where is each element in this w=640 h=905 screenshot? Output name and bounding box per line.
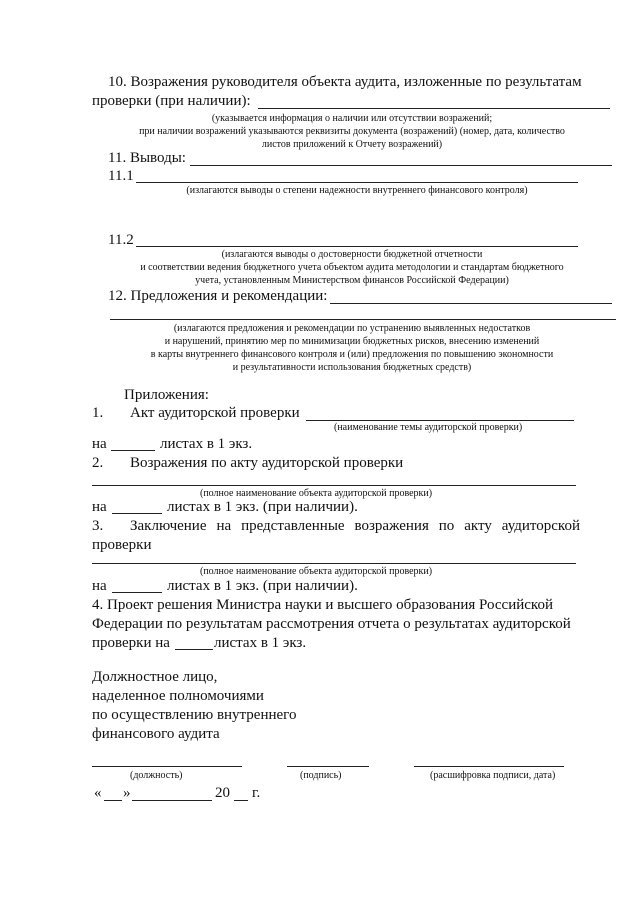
a3-sheets-blank [112, 592, 162, 593]
position-line [92, 766, 242, 767]
s10-note1: (указывается информация о наличии или отсутствии возражений; [211, 113, 493, 124]
s11-p1-note: (излагаются выводы о степени надежности внутреннего финансового контроля) [186, 185, 528, 196]
s11-p2-note1: (излагаются выводы о достоверности бюджетной отчетности [221, 249, 483, 260]
s11-title: 11. Выводы: [108, 150, 186, 166]
a1-fill-line [306, 420, 574, 421]
decode-line [414, 766, 564, 767]
a1-text: Акт аудиторской проверки [130, 405, 300, 421]
a3-word: возражения [354, 518, 429, 534]
official-line4: финансового аудита [92, 726, 220, 742]
a4-line1: 4. Проект решения Министра науки и высшего образования Российской [92, 597, 553, 613]
s12-fill-line [330, 303, 612, 304]
a4-sheets-blank [175, 649, 213, 650]
s11-p2-fill-line [136, 246, 578, 247]
a2-sheets-post: листах в 1 экз. (при наличии). [167, 499, 358, 515]
s12-note2: и нарушений, принятию мер по минимизации бюджетных рисков, внесению изменений [164, 336, 540, 347]
a1-sheets-blank [111, 450, 155, 451]
position-caption: (должность) [130, 770, 183, 781]
s11-p1-fill-line [136, 182, 578, 183]
a3-note: (полное наименование объекта аудиторской проверки) [200, 566, 433, 577]
s10-note3: листов приложений к Отчету возражений) [261, 139, 443, 150]
a2-sheets-blank [112, 513, 162, 514]
official-line2: наделенное полномочиями [92, 688, 264, 704]
date-year-blank [234, 800, 248, 801]
s11-fill-line [190, 165, 612, 166]
a2-num: 2. [92, 455, 104, 471]
s12-title: 12. Предложения и рекомендации: [108, 288, 328, 304]
a3-word: на [216, 518, 232, 534]
s12-note4: и результативности использования бюджетных средств) [232, 362, 472, 373]
a1-num: 1. [92, 405, 104, 421]
a3-word: представленные [241, 518, 345, 534]
date-month-blank [132, 800, 212, 801]
a4-line3-post: листах в 1 экз. [214, 635, 307, 651]
s12-note3: в карты внутреннего финансового контроля и (или) предложения по повышению экономности [150, 349, 554, 360]
s10-note2: при наличии возражений указываются реквизиты документа (возражений) (номер, дата, количество [139, 126, 565, 137]
s10-fill-line [258, 108, 610, 109]
sign-line [287, 766, 369, 767]
s11-p1-label: 11.1 [108, 168, 134, 184]
a3-sheets-pre: на [92, 578, 107, 594]
date-open-quote: « [94, 785, 102, 801]
s11-p2-note3: учета, установленным Министерством финансов Российской Федерации) [195, 275, 509, 286]
a3-sheets-post: листах в 1 экз. (при наличии). [167, 578, 358, 594]
a2-sheets-pre: на [92, 499, 107, 515]
decode-caption: (расшифровка подписи, дата) [430, 770, 556, 781]
a2-fill-line [92, 485, 576, 486]
a1-sheets-post: листах в 1 экз. [160, 436, 253, 452]
a1-sheets-pre: на [92, 436, 107, 452]
a3-word: Заключение [130, 518, 207, 534]
a1-note: (наименование темы аудиторской проверки) [334, 422, 523, 433]
s10-line1: 10. Возражения руководителя объекта аудита, изложенные по результатам [108, 74, 582, 90]
s11-p2-label: 11.2 [108, 232, 134, 248]
a3-word: аудиторской [501, 518, 580, 534]
date-year-prefix: 20 [215, 785, 230, 801]
a3-fill-line [92, 563, 576, 564]
a2-text: Возражения по акту аудиторской проверки [130, 455, 404, 471]
official-line1: Должностное лицо, [92, 669, 218, 685]
s11-p2-note2: и соответствии ведения бюджетного учета объектом аудита методологии и стандартам бюджетного [140, 262, 564, 273]
s12-fill-line-2 [110, 319, 616, 320]
a4-line3-pre: проверки на [92, 635, 170, 651]
date-day-blank [104, 800, 122, 801]
a3-line1 [130, 518, 580, 535]
a3-num: 3. [92, 518, 104, 534]
date-year-suffix: г. [252, 785, 261, 801]
s12-note1: (излагаются предложения и рекомендации по устранению выявленных недостатков [173, 323, 531, 334]
sign-caption: (подпись) [300, 770, 342, 781]
date-close-quote: » [123, 785, 131, 801]
s10-line2: проверки (при наличии): [92, 93, 251, 109]
a3-word: по [438, 518, 455, 534]
a2-note: (полное наименование объекта аудиторской проверки) [200, 488, 433, 499]
a3-line2: проверки [92, 537, 152, 553]
a3-word: акту [464, 518, 492, 534]
a4-line2: Федерации по результатам рассмотрения отчета о результатах аудиторской [92, 616, 571, 632]
appendix-title: Приложения: [124, 387, 209, 403]
official-line3: по осуществлению внутреннего [92, 707, 297, 723]
